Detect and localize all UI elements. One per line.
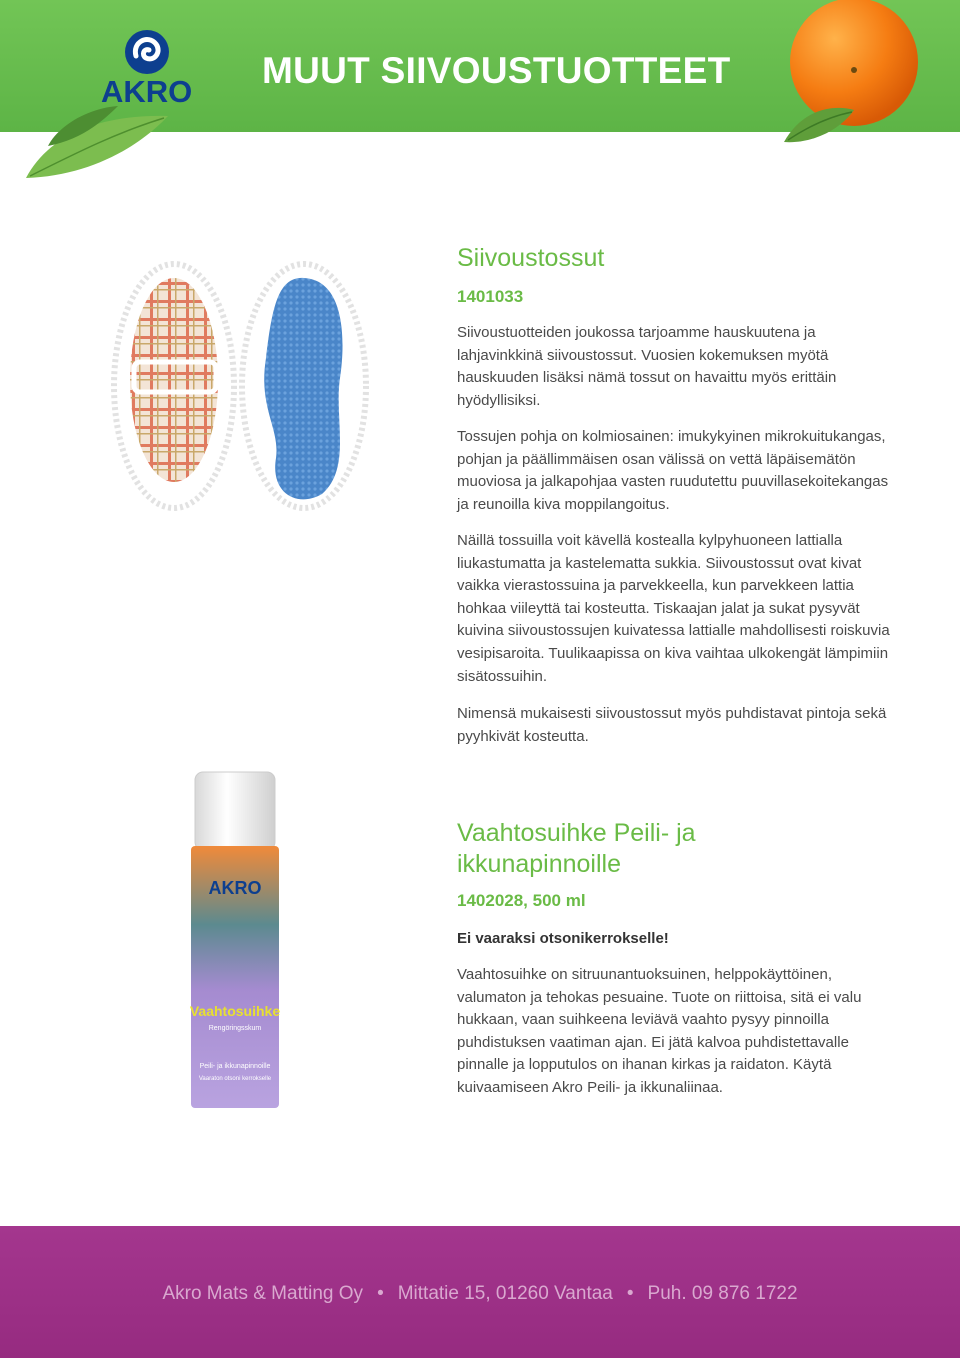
can-subtitle: Rengöringsskum — [208, 1025, 262, 1032]
page-title: MUUT SIIVOUSTUOTTEET — [262, 50, 731, 91]
product-description: Vaahtosuihke on sitruunantuoksuinen, helppokäyttöinen, valumaton ja tehokas pesuaine. Tuote on riittoisa, sitä ei valu hukkaan, vaan suihkeena leviävä vaahto pysyy pinnoilla puhdistuksen vaatiman ajan. Ei jätä kalvoa puhdistettavalle pinnalle ja lopputulos on ihanan kirkas ja raidaton. Käytä kuivaamiseen Akro Peili- ja ikkunaliinaa. — [457, 966, 862, 1096]
product-title: Siivoustossut — [457, 244, 605, 272]
slippers-image — [108, 258, 370, 520]
akro-logo — [96, 26, 206, 106]
spray-can-image — [185, 768, 285, 1113]
product-title: Vaahtosuihke Peili- ja — [457, 819, 696, 847]
product-description: Tossujen pohja on kolmiosainen: imukykyinen mikrokuitukangas, pohjan ja päällimmäisen osan välissä on vettä läpäisemätön muoviosa ja jalkapohjaa vasten ruudutettu puuvillasekoitekangas ja reunoilla kiva moppilangoitus. — [457, 428, 889, 513]
product-description: Siivoustuotteiden joukossa tarjoamme hauskuutena ja lahjavinkkinä siivoustossut. Vuosien kokemuksen myötä hauskuuden lisäksi nämä tossut on havaittu myös erittäin hyödyllisiksi. — [457, 324, 837, 409]
product-code: 1402028, 500 ml — [457, 891, 586, 910]
can-line1: Peili- ja ikkunapinnoille — [199, 1063, 271, 1070]
footer-contact — [0, 1283, 960, 1305]
company-address: Mittatie 15, 01260 Vantaa — [397, 1283, 613, 1304]
orange-icon — [762, 0, 932, 148]
can-brand: AKRO — [208, 878, 262, 898]
can-name: Vaahtosuihke — [189, 1003, 281, 1019]
footer-separator: • — [626, 1283, 634, 1304]
company-name: Akro Mats & Matting Oy — [162, 1283, 364, 1304]
company-phone: Puh. 09 876 1722 — [647, 1283, 798, 1304]
leaves-icon — [18, 96, 188, 186]
footer-separator: • — [377, 1283, 384, 1304]
can-line2: Vaaraton otsoni kerrokselle — [198, 1076, 272, 1082]
footer-banner — [0, 1226, 960, 1358]
logo-text: AKRO — [101, 74, 193, 106]
product-description: Nimensä mukaisesti siivoustossut myös puhdistavat pintoja sekä pyyhkivät kosteutta. — [457, 705, 887, 745]
ozone-note: Ei vaaraksi otsonikerrokselle! — [457, 930, 669, 947]
product-title: ikkunapinnoille — [457, 850, 622, 878]
product-description: Näillä tossuilla voit kävellä kostealla kylpyhuoneen lattialla liukastumatta ja kastelematta sukkia. Siivoustossut ovat kivat vaikka vierastossuina ja parvekkeella, kun parvekkeen lattia hohkaa viileyttä tai kosteutta. Tiskaajan jalat ja sukat pysyvät kuivina siivoustossujen kuivatessa lattialle mahdollisesti roiskuvia vesipisaroita. Tuulikaapissa on kiva vaihtaa ulkokengät lämpimiin sisätossuihin. — [457, 532, 890, 685]
product-code: 1401033 — [457, 287, 524, 306]
